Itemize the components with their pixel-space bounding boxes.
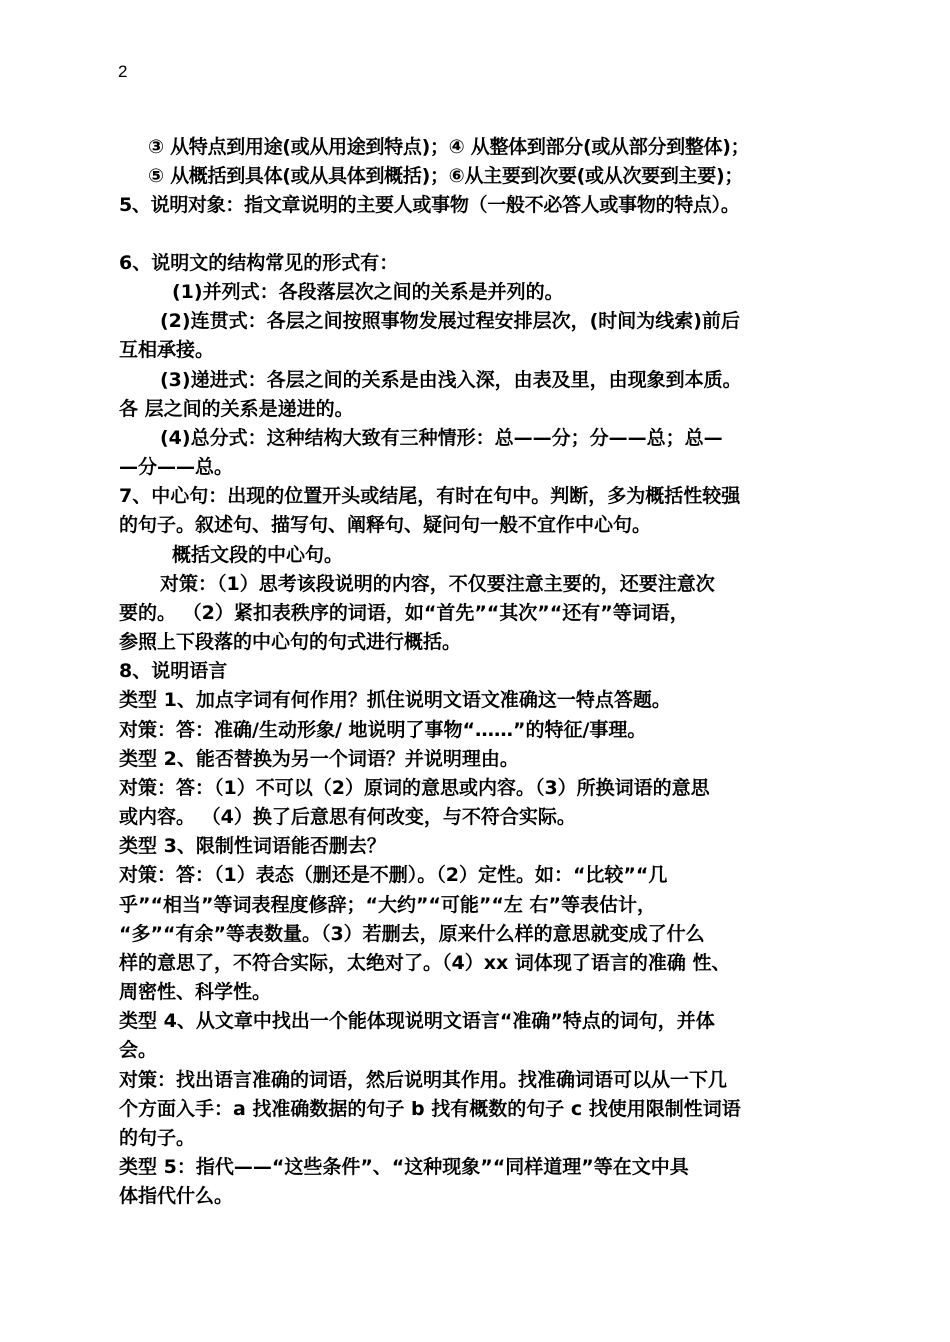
text-line: 对策：答：（1）不可以（2）原词的意思或内容。（3）所换词语的意思	[119, 777, 710, 799]
text-line: 周密性、科学性。	[119, 981, 272, 1003]
text-line: ⑤ 从概括到具体(或从具体到概括)；⑥从主要到次要(或从次要到主要)；	[148, 165, 744, 187]
text-line: 类型 4、从文章中找出一个能体现说明文语言“准确”特点的词句，并体	[119, 1010, 715, 1032]
text-line: 概括文段的中心句。	[172, 544, 344, 566]
text-line: 对策：找出语言准确的词语，然后说明其作用。找准确词语可以从一下几	[119, 1069, 728, 1091]
text-line: 的句子。	[119, 1127, 196, 1149]
text-line: 的句子。叙述句、描写句、阐释句、疑问句一般不宜作中心句。	[119, 514, 652, 536]
text-line: 类型 1、加点字词有何作用？抓住说明文语文准确这一特点答题。	[119, 689, 671, 711]
page-number: 2	[118, 62, 128, 81]
text-line: 8、说明语言	[119, 660, 228, 682]
text-line: 样的意思了，不符合实际，太绝对了。（4）xx 词体现了语言的准确 性、	[119, 952, 731, 974]
text-line: 对策：答：（1）表态（删还是不删）。（2）定性。如：“比较”“几	[119, 864, 668, 886]
text-line: 要的。 （2）紧扣表秩序的词语，如“首先”“其次”“还有”等词语，	[119, 602, 689, 624]
text-line: 各 层之间的关系是递进的。	[119, 398, 354, 420]
text-line: 互相承接。	[119, 339, 215, 361]
text-line: (4)总分式：这种结构大致有三种情形：总——分；分——总；总—	[160, 427, 723, 449]
text-line: (1)并列式：各段落层次之间的关系是并列的。	[172, 281, 564, 303]
text-line: 或内容。 （4）换了后意思有何改变，与不符合实际。	[119, 806, 576, 828]
text-line: 会。	[119, 1039, 158, 1061]
text-line: 类型 5：指代——“这些条件”、“这种现象”“同样道理”等在文中具	[119, 1156, 689, 1178]
text-line: “多”“有余”等表数量。（3）若删去，原来什么样的意思就变成了什么	[119, 923, 705, 945]
text-line: ③ 从特点到用途(或从用途到特点)；④ 从整体到部分(或从部分到整体)；	[148, 136, 750, 158]
text-line: 个方面入手：a 找准确数据的句子 b 找有概数的句子 c 找使用限制性词语	[119, 1098, 741, 1120]
text-line: 7、中心句：出现的位置开头或结尾，有时在句中。判断，多为概括性较强	[119, 485, 741, 507]
text-line: 乎”“相当”等词表程度修辞；“大约”“可能”“左 右”等表估计，	[119, 894, 657, 916]
text-line: 参照上下段落的中心句的句式进行概括。	[119, 631, 462, 653]
text-line: (2)连贯式：各层之间按照事物发展过程安排层次，(时间为线索)前后	[160, 310, 740, 332]
text-line: (3)递进式：各层之间的关系是由浅入深，由表及里，由现象到本质。	[160, 369, 742, 391]
text-line: 体指代什么。	[119, 1185, 234, 1207]
text-line: —分——总。	[119, 456, 234, 478]
text-line: 6、说明文的结构常见的形式有：	[119, 252, 399, 274]
text-line: 5、说明对象：指文章说明的主要人或事物（一般不必答人或事物的特点）。	[119, 194, 740, 216]
text-line: 对策：（1）思考该段说明的内容，不仅要注意主要的，还要注意次	[160, 573, 715, 595]
text-line: 类型 2、能否替换为另一个词语？并说明理由。	[119, 748, 519, 770]
text-line: 对策：答：准确/生动形象/ 地说明了事物“……”的特征/事理。	[119, 719, 647, 741]
text-line: 类型 3、限制性词语能否删去？	[119, 835, 386, 857]
